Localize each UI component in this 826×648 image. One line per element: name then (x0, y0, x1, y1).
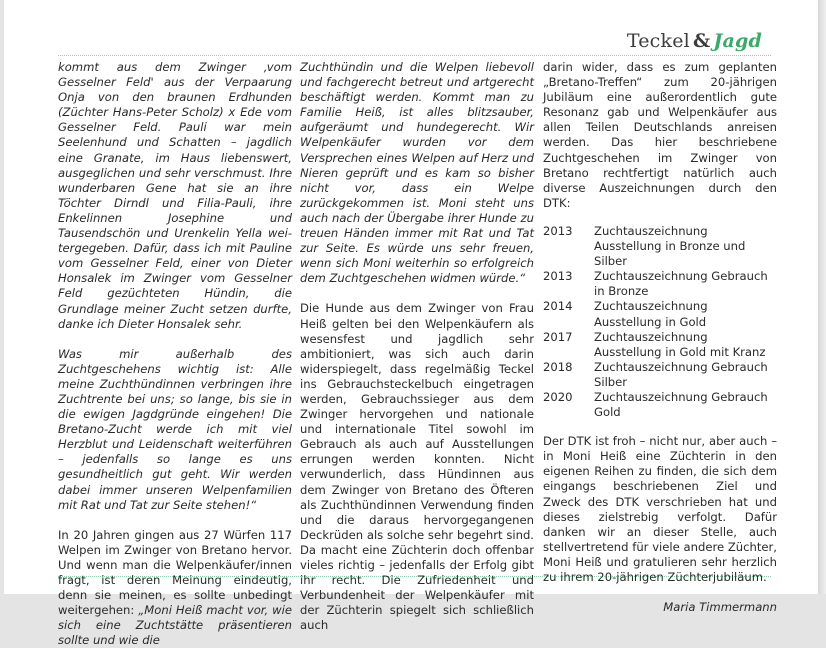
masthead-ampersand: & (692, 30, 711, 52)
award-description: Zuchtauszeichnung Gebrauch Gold (594, 389, 768, 420)
quote-paragraph-2: Was mir außerhalb des Zuchtgeschehens wichtig ist: Alle meine Zuchthündinnen verbringen ihre Zuchtrente bei uns; so lange, bis sie in die ewigen Jagdgründe eingehen! Die Bretano-Zucht werde ich mit viel Herzblut und Leidenschaft weiterführen – jedenfalls so lange es uns gesundheitlich gut geht. Wir werden dabei immer unseren Welpenfamilien mit Rat und Tat zur Seite stehen!“ (58, 346, 292, 512)
masthead-jagd: Jagd (713, 30, 762, 52)
buyer-quote-start: „Moni Heiß macht vor, wie sich eine Zuchtstätte präsentieren sollte und wie die (58, 603, 292, 648)
paragraph-dogs-reputation: Die Hunde aus dem Zwinger von Frau Heiß gelten bei den Welpenkäufern als wesensfest und jagdlich sehr ambitioniert, was sich auch darin widerspiegelt, dass regelmäßig Teckel ins Gebrauchsteckelbuch eingetragen werden, Gebrauchssieger aus dem Zwinger hervorgehen und nationale und internationale Titel sowohl im Gebrauch als auch auf Ausstellungen errungen werden konnten. Nicht verwunderlich, dass Hündinnen aus dem Zwinger von Bretano des Öfteren als Zuchthündinnen Verwendung finden und die daraus hervorgegangenen Deckrüden als solche sehr begehrt sind. Da macht eine Züchterin doch offenbar vieles richtig – jedenfalls der Erfolg gibt ihr recht. Die Zufriedenheit und Verbundenheit der Welpenkäufer mit der Züchterin spiegelt sich schließlich auch (300, 301, 534, 633)
award-year: 2013 (543, 223, 573, 238)
award-row (543, 299, 777, 329)
award-row (543, 224, 777, 269)
paragraph-litters (58, 528, 292, 648)
award-year: 2014 (543, 299, 573, 314)
award-description: Zuchtauszeichnung Ausstellung in Bronze und Silber (594, 223, 746, 269)
text-column-1 (58, 60, 292, 648)
paragraph-dtk-thanks: Der DTK ist froh – nicht nur, aber auch – in Moni Heiß eine Züchterin in den eigenen Reihen zu finden, die sich dem eingangs beschriebenen Ziel und Zweck des DTK verschrieben hat und dieses zielstrebig verfolgt. Dafür danken wir an dieser Stelle, auch stellvertretend für viele andere Züchter, Moni Heiß und gratulieren sehr herzlich zu ihrem 20-jährigen Züchterjubiläum. (543, 434, 777, 584)
award-year: 2017 (543, 329, 573, 344)
top-dotted-divider (58, 55, 771, 56)
award-year: 2018 (543, 359, 573, 374)
buyer-quote-continued: Zuchthündin und die Welpen liebevoll und fachgerecht betreut und artgerecht beschäftigt werden. Kommt man zu Familie Heiß, ist alles blitzsauber, aufgeräumt und hundegerecht. Wir Welpenkäufer wurden vor dem Versprechen eines Welpen auf Herz und Nieren geprüft und es kam so bisher nicht vor, dass ein Welpe zurückgekommen ist. Moni steht uns auch nach der Übergabe ihrer Hunde zu treuen Händen immer mit Rat und Tat zur Seite. Es würde uns sehr freuen, wenn sich Moni weiterhin so erfolgreich dem Zuchtgeschehen widmen würde.“ (300, 60, 534, 286)
award-row (543, 330, 777, 360)
text-column-2 (300, 60, 534, 633)
awards-list (543, 224, 777, 420)
quote-paragraph-1: kommt aus dem Zwinger ‚vom Gesselner Feld' aus der Verpaarung Onja von den braunen Erdhunden (Züchter Hans-Peter Scholz) x Ede vom Gesselner Feld. Pauli war mein Seelenhund und Schatten – jagdlich eine Granate, im Haus liebenswert, ausgeglichen und sehr verschmust. Ihre wunderbaren Gene hat sie an ihre Töchter Dirndl und Filia-Pauli, ihre Enkelinnen Josephine und Tausendschön und Urenkelin Yella weitergegeben. Dafür, dass ich mit Pauline vom Gesselner Feld, einer von Dieter Honsalek im Zwinger vom Gesselner Feld gezüchteten Hündin, die Grundlage meiner Zucht setzen durfte, danke ich Dieter Honsalek sehr. (58, 60, 292, 331)
award-description: Zuchtauszeichnung Ausstellung in Gold (594, 299, 708, 329)
paragraph-litters-text: In 20 Jahren gingen aus 27 Würfen 117 Welpen im Zwinger von Bretano hervor. Und wenn man die Welpenkäufer/innen fragt, ist deren Meinung eindeutig, denn sie meinen, es sollte unbedingt weitergehen: (58, 527, 292, 618)
page-edge-shadow (818, 0, 826, 594)
award-row (543, 269, 777, 299)
award-description: Zuchtauszeichnung Gebrauch Silber (594, 359, 768, 389)
award-row (543, 390, 777, 420)
award-year: 2020 (543, 389, 573, 404)
paragraph-jubilee: darin wider, dass es zum geplanten „Bretano-Treffen“ zum 20-jährigen Jubiläum eine außerordentlich gute Resonanz gab und Welpenkäufer aus allen Teilen Deutschlands anreisen werden. Das hier beschriebene Zuchtgeschehen im Zwinger von Bretano rechtfertigt natürlich auch diverse Auszeichnungen durch den DTK: (543, 60, 777, 210)
text-column-3 (543, 60, 777, 615)
award-row (543, 360, 777, 390)
masthead-teckel: Teckel (626, 30, 690, 52)
award-year: 2013 (543, 269, 573, 284)
magazine-masthead (627, 30, 762, 52)
award-description: Zuchtauszeichnung Gebrauch in Bronze (594, 269, 768, 299)
author-signature: Maria Timmermann (663, 600, 777, 615)
award-description: Zuchtauszeichnung Ausstellung in Gold mit Kranz (594, 329, 766, 359)
